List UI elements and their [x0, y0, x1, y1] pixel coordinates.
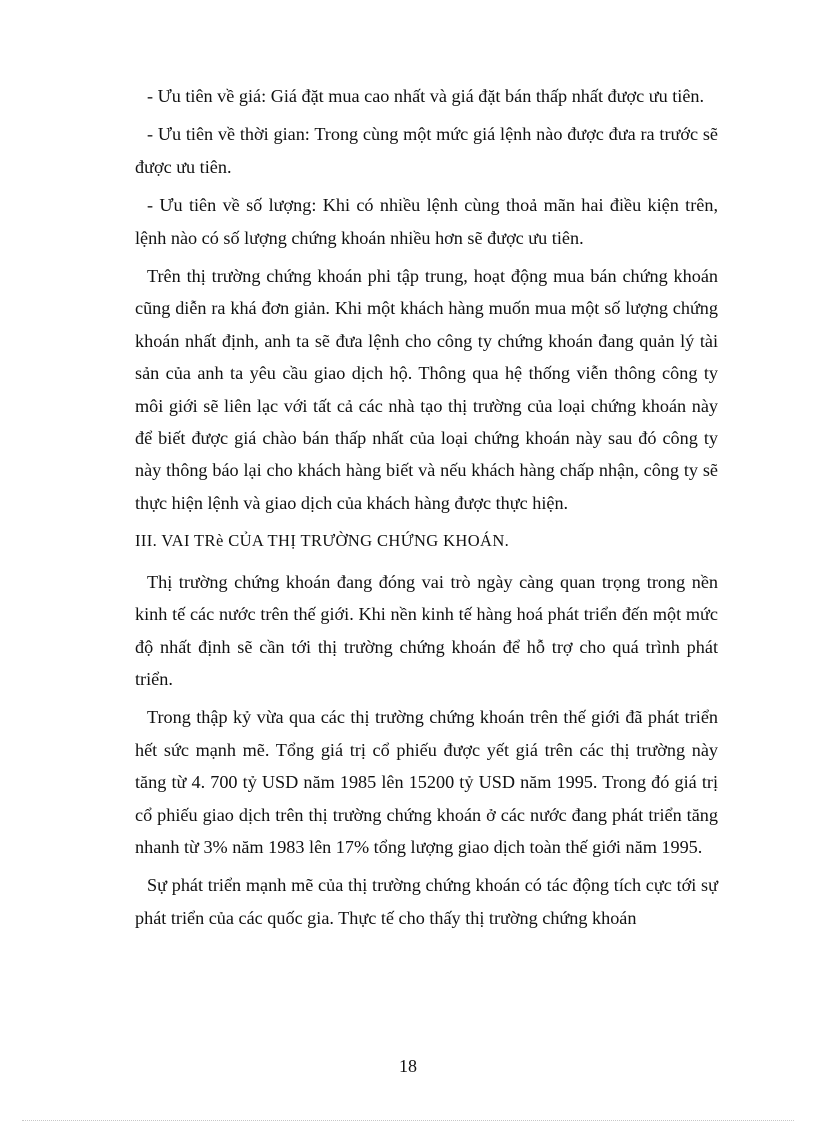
priority-price-paragraph: - Ưu tiên về giá: Giá đặt mua cao nhất và giá đặt bán thấp nhất được ưu tiên. — [147, 86, 705, 106]
otc-trading-paragraph: Trên thị trường chứng khoán phi tập trung, hoạt động mua bán chứng khoán cũng diễn ra khá đơn giản. Khi một khách hàng muốn mua một số lượng chứng khoán nhất định, anh ta sẽ đưa lệnh cho công ty chứng khoán đang quản lý tài sản của anh ta yêu cầu giao dịch hộ. Thông qua hệ thống viễn thông công ty môi giới sẽ liên lạc với tất cả các nhà tạo thị trường của loại chứng khoán này để biết được giá chào bán thấp nhất của loại chứng khoán này sau đó công ty này thông báo lại cho khách hàng biết và nếu khách hàng chấp nhận, công ty sẽ thực hiện lệnh và giao dịch của khách hàng được thực hiện. — [135, 266, 718, 513]
priority-time-paragraph: - Ưu tiên về thời gian: Trong cùng một mức giá lệnh nào được đưa ra trước sẽ được ưu tiên. — [135, 124, 718, 177]
page-body — [135, 80, 718, 940]
growth-statistics-paragraph: Trong thập kỷ vừa qua các thị trường chứng khoán trên thế giới đã phát triển hết sức mạnh mẽ. Tổng giá trị cổ phiếu được yết giá trên các thị trường này tăng từ 4. 700 tỷ USD năm 1985 lên 15200 tỷ USD năm 1995. Trong đó giá trị cổ phiếu giao dịch trên thị trường chứng khoán ở các nước đang phát triển tăng nhanh từ 3% năm 1983 lên 17% tổng lượng giao dịch toàn thế giới năm 1995. — [135, 707, 718, 857]
development-impact-paragraph: Sự phát triển mạnh mẽ của thị trường chứng khoán có tác động tích cực tới sự phát triển của các quốc gia. Thực tế cho thấy thị trường chứng khoán — [135, 875, 718, 928]
section-heading: III. VAI TRè CỦA THỊ TRƯỜNG CHỨNG KHOÁN. — [135, 531, 510, 551]
page-number: 18 — [399, 1056, 417, 1076]
role-intro-paragraph: Thị trường chứng khoán đang đóng vai trò ngày càng quan trọng trong nền kinh tế các nước trên thế giới. Khi nền kinh tế hàng hoá phát triển đến một mức độ nhất định sẽ cần tới thị trường chứng khoán để hỗ trợ cho quá trình phát triển. — [135, 571, 718, 689]
priority-quantity-paragraph: - Ưu tiên về số lượng: Khi có nhiều lệnh cùng thoả mãn hai điều kiện trên, lệnh nào có số lượng chứng khoán nhiều hơn sẽ được ưu tiên. — [135, 195, 718, 248]
page-bottom-divider — [22, 1120, 794, 1121]
